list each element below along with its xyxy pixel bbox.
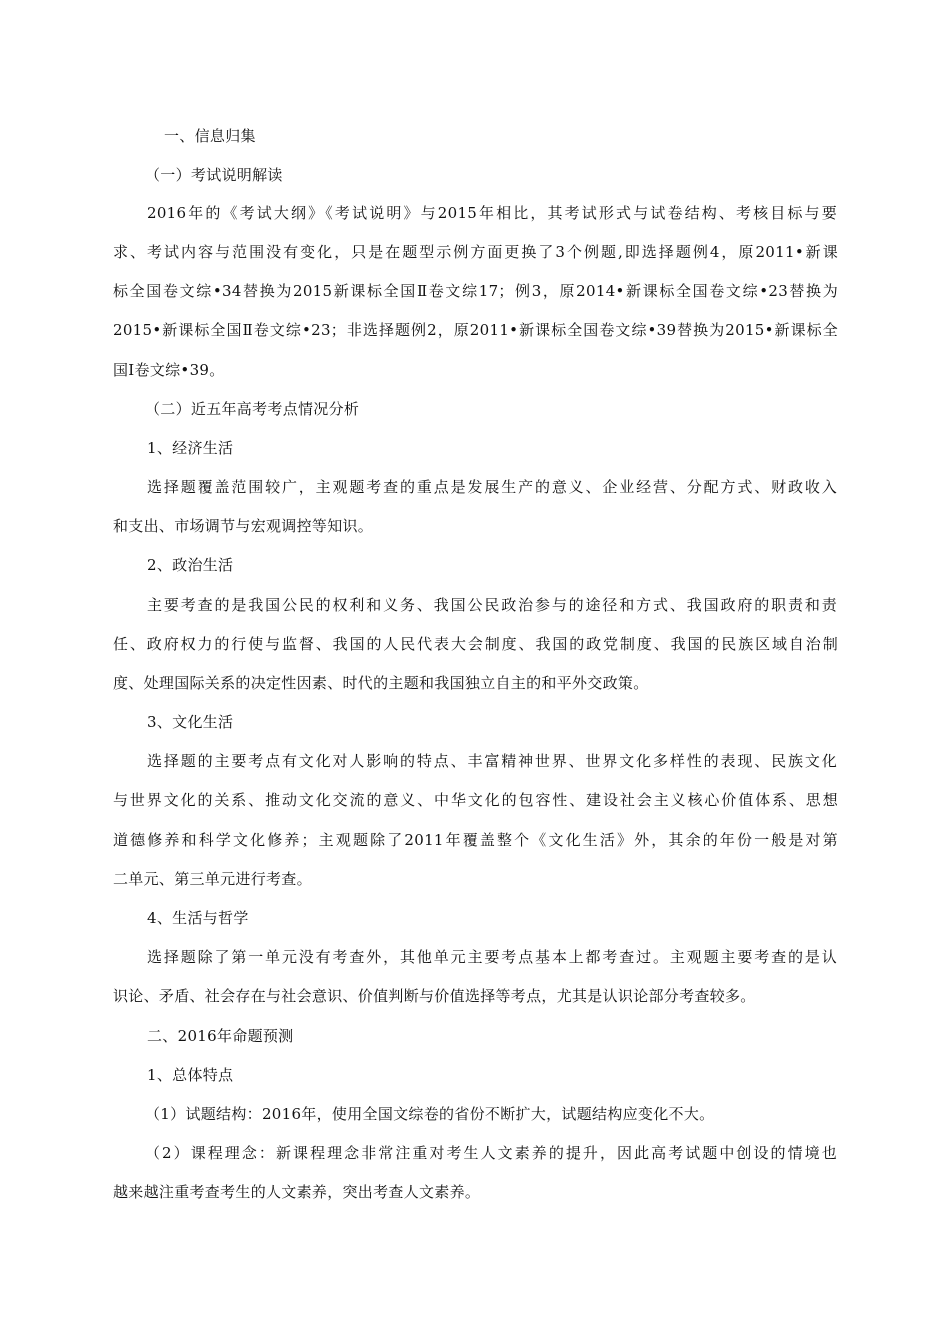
- topic-heading-culture: 3、文化生活: [147, 713, 234, 731]
- paragraph-line: 2015•新课标全国Ⅱ卷文综•23；非选择题例2，原2011•新课标全国卷文综•39替换为2015•新课标全: [113, 321, 838, 339]
- paragraph-line: 标全国卷文综•34替换为2015新课标全国Ⅱ卷文综17；例3，原2014•新课标全国卷文综•23替换为: [113, 282, 838, 300]
- topic-heading-philosophy: 4、生活与哲学: [147, 909, 249, 927]
- paragraph-line: 识论、矛盾、社会存在与社会意识、价值判断与价值选择等考点，尤其是认识论部分考查较多。: [113, 987, 756, 1005]
- paragraph-line: 主要考查的是我国公民的权利和义务、我国公民政治参与的途径和方式、我国政府的职责和责: [147, 596, 837, 614]
- subsection-heading-exam-guide: （一）考试说明解读: [145, 166, 283, 184]
- subsection-heading-exam-analysis: （二）近五年高考考点情况分析: [145, 400, 360, 418]
- topic-heading-politics: 2、政治生活: [147, 556, 234, 574]
- paragraph-line: 任、政府权力的行使与监督、我国的人民代表大会制度、我国的政党制度、我国的民族区域自治制: [113, 635, 838, 653]
- paragraph-line: 国Ⅰ卷文综•39。: [113, 361, 225, 379]
- paragraph-line: 2016年的《考试大纲》《考试说明》与2015年相比，其考试形式与试卷结构、考核目标与要: [147, 204, 837, 222]
- paragraph-line: 二单元、第三单元进行考查。: [113, 870, 312, 888]
- section-heading-info-collection: 一、信息归集: [164, 127, 256, 145]
- topic-heading-overall: 1、总体特点: [147, 1066, 234, 1084]
- paragraph-line: 道德修养和科学文化修养；主观题除了2011年覆盖整个《文化生活》外，其余的年份一般是对第: [113, 831, 838, 849]
- paragraph-line: （1）试题结构：2016年，使用全国文综卷的省份不断扩大，试题结构应变化不大。: [145, 1105, 715, 1123]
- paragraph-line: 越来越注重考查考生的人文素养，突出考查人文素养。: [113, 1183, 481, 1201]
- paragraph-line: 求、考试内容与范围没有变化，只是在题型示例方面更换了3个例题,即选择题例4，原2011•新课: [113, 243, 838, 261]
- paragraph-line: 选择题覆盖范围较广，主观题考查的重点是发展生产的意义、企业经营、分配方式、财政收入: [147, 478, 837, 496]
- paragraph-line: 和支出、市场调节与宏观调控等知识。: [113, 517, 374, 535]
- paragraph-line: （2）课程理念：新课程理念非常注重对考生人文素养的提升，因此高考试题中创设的情境也: [145, 1144, 837, 1162]
- paragraph-line: 度、处理国际关系的决定性因素、时代的主题和我国独立自主的和平外交政策。: [113, 674, 649, 692]
- paragraph-line: 选择题除了第一单元没有考查外，其他单元主要考点基本上都考查过。主观题主要考查的是认: [147, 948, 837, 966]
- section-heading-prediction: 二、2016年命题预测: [147, 1027, 294, 1045]
- topic-heading-economics: 1、经济生活: [147, 439, 234, 457]
- paragraph-line: 与世界文化的关系、推动文化交流的意义、中华文化的包容性、建设社会主义核心价值体系、思想: [113, 791, 838, 809]
- paragraph-line: 选择题的主要考点有文化对人影响的特点、丰富精神世界、世界文化多样性的表现、民族文化: [147, 752, 837, 770]
